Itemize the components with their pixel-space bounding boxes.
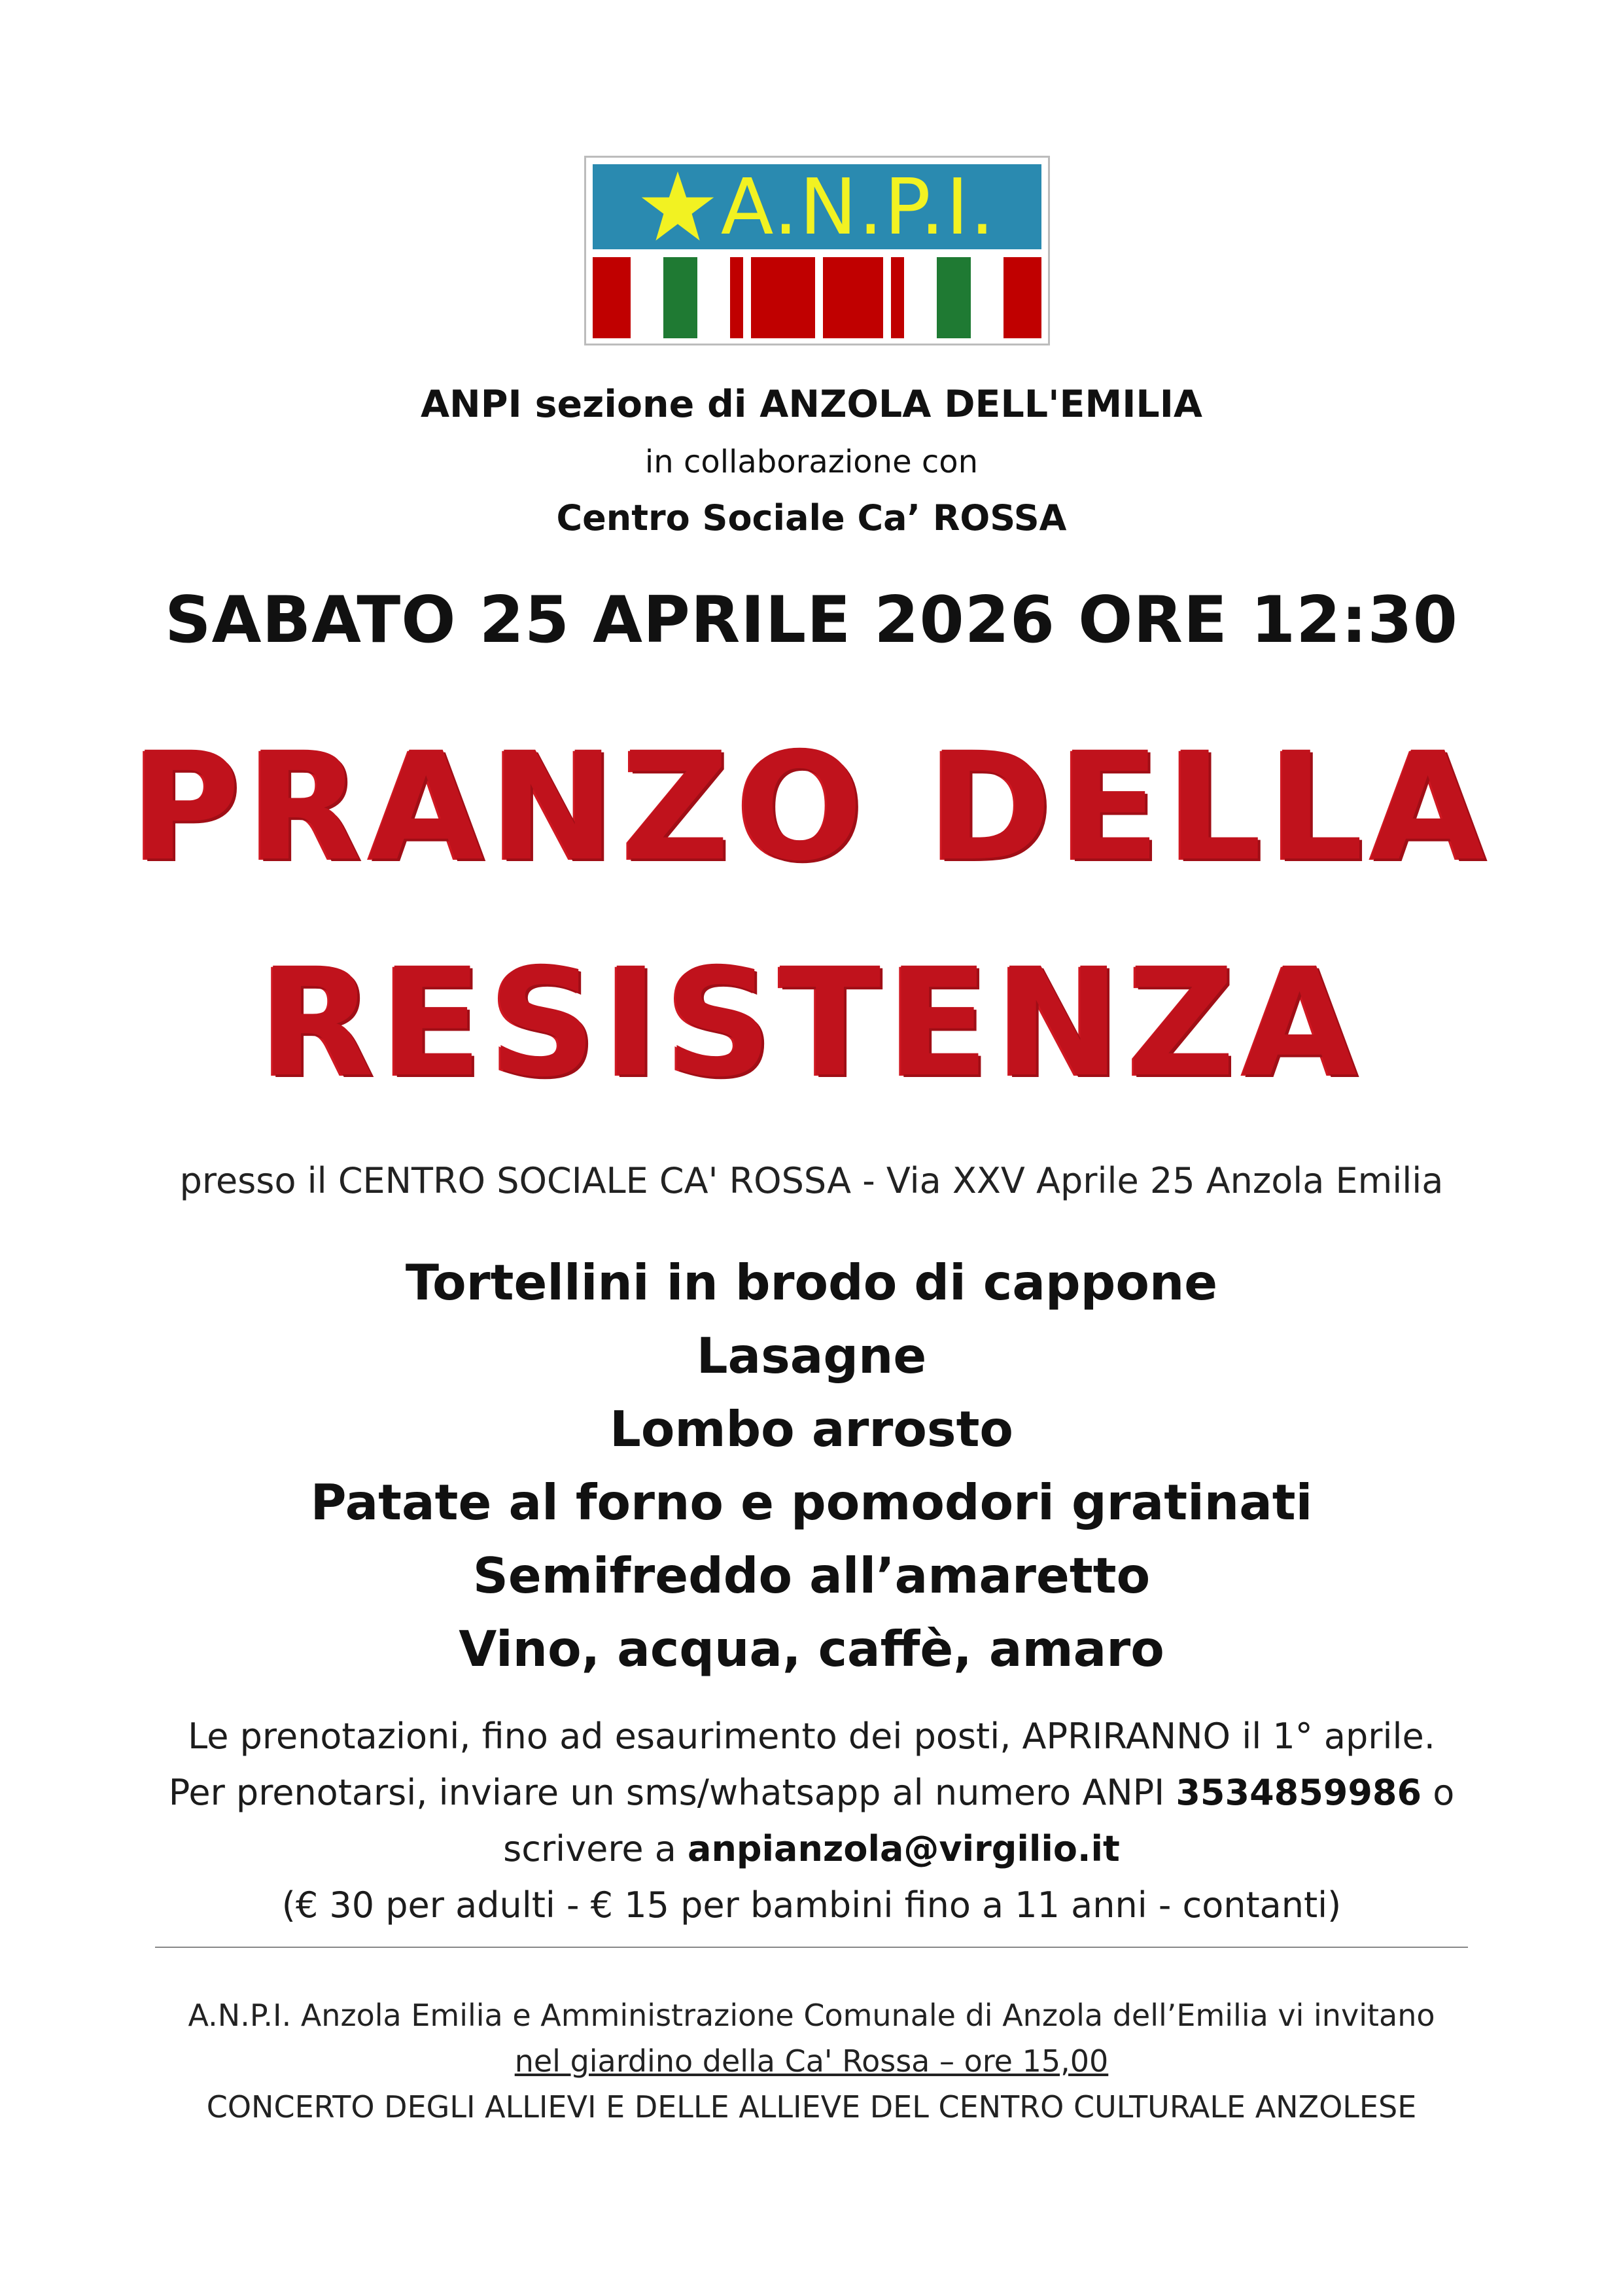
menu-item: Lasagne: [696, 1327, 927, 1385]
menu-item: Patate al forno e pomodori gratinati: [310, 1474, 1313, 1531]
booking-phone-prefix: Per prenotarsi, inviare un sms/whatsapp al numero ANPI: [168, 1772, 1165, 1813]
anpi-logo: [584, 156, 1050, 345]
booking-email-line: [0, 1827, 1623, 1871]
event-title-line-2: RESISTENZA: [259, 936, 1364, 1110]
menu-item: Semifreddo all’amaretto: [472, 1547, 1151, 1604]
logo-banner: [593, 162, 1041, 252]
event-title-line-1: PRANZO DELLA: [131, 720, 1492, 894]
event-location: presso il CENTRO SOCIALE CA' ROSSA - Via XXV Aprile 25 Anzola Emilia: [179, 1160, 1444, 1201]
logo-text: A.N.P.I.: [720, 162, 996, 252]
booking-phone-line: [0, 1771, 1623, 1815]
star-icon: [638, 168, 717, 246]
menu-item: Vino, acqua, caffè, amaro: [459, 1620, 1164, 1678]
event-date-time: SABATO 25 APRILE 2026 ORE 12:30: [165, 583, 1458, 658]
footer-concert-title: CONCERTO DEGLI ALLIEVI E DELLE ALLIEVE DEL CENTRO CULTURALE ANZOLESE: [206, 2089, 1417, 2125]
organization-name: ANPI sezione di ANZOLA DELL'EMILIA: [420, 383, 1203, 426]
booking-opening: Le prenotazioni, fino ad esaurimento dei posti, APRIRANNO il 1° aprile.: [188, 1716, 1435, 1757]
booking-phone-suffix: o: [1433, 1772, 1455, 1813]
partner-name: Centro Sociale Ca’ ROSSA: [556, 497, 1067, 539]
booking-email[interactable]: anpianzola@virgilio.it: [688, 1828, 1120, 1869]
booking-email-prefix: scrivere a: [503, 1828, 676, 1869]
footer-concert-place: [0, 2041, 1623, 2081]
collaboration-text: in collaborazione con: [644, 444, 979, 480]
booking-prices: (€ 30 per adulti - € 15 per bambini fino a 11 anni - contanti): [281, 1884, 1342, 1926]
menu-item: Lombo arrosto: [610, 1400, 1013, 1458]
logo-flag-stripes: [593, 257, 1041, 338]
booking-phone-number[interactable]: 3534859986: [1176, 1772, 1422, 1813]
divider: [155, 1947, 1468, 1948]
footer-invitation: A.N.P.I. Anzola Emilia e Amministrazione Comunale di Anzola dell’Emilia vi invitano: [188, 1998, 1435, 2033]
menu-item: Tortellini in brodo di cappone: [405, 1254, 1218, 1311]
footer-concert-place-text: nel giardino della Ca' Rossa – ore 15,00: [514, 2043, 1109, 2079]
